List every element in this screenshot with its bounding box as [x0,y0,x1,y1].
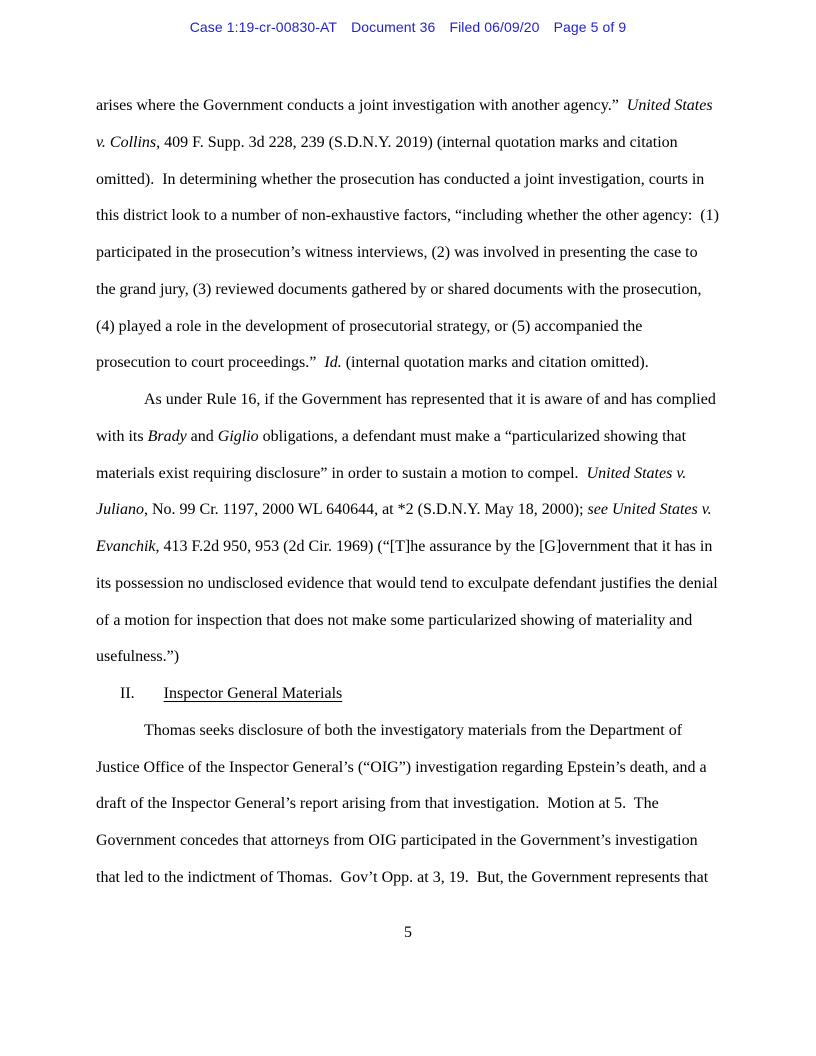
citation-italic-run: Id. [324,354,342,372]
text-line [96,823,722,860]
citation-italic-run: see United States v. [587,501,712,519]
text-line [96,382,722,419]
citation-italic-run: v. Collins [96,133,157,151]
page-number: 5 [404,924,412,941]
stamp-part: Page 5 of 9 [553,19,627,35]
text-line [96,198,722,235]
section-heading [96,676,722,713]
citation-italic-run: Giglio [217,427,259,445]
text-run: its possession no undisclosed evidence that would tend to exculpate defendant justifies the denial [96,574,718,592]
text-line [96,456,722,493]
text-line [96,88,722,125]
text-line [96,860,722,897]
text-run: omitted). In determining whether the prosecution has conducted a joint investigation, courts in [96,170,705,188]
court-header-stamp [0,19,816,35]
text-run: Government concedes that attorneys from OIG participated in the Government’s investigation [96,832,698,849]
text-run: arises where the Government conducts a joint investigation with another agency.” [96,97,627,114]
text-line [96,713,722,750]
text-line [96,309,722,346]
text-run: (internal quotation marks and citation omitted). [341,354,649,372]
text-line [96,345,722,382]
text-run: , 409 F. Supp. 3d 228, 239 (S.D.N.Y. 2019) (internal quotation marks and citation [156,133,678,151]
text-run: prosecution to court proceedings.” [96,354,325,372]
text-run: usefulness.”) [96,648,180,666]
text-line [96,162,722,199]
stamp-part: Document 36 [351,19,436,35]
text-line [96,750,722,787]
text-run: (4) played a role in the development of prosecutorial strategy, or (5) accompanied the [96,317,643,335]
text-line [96,786,722,823]
stamp-part: Filed 06/09/20 [449,19,540,35]
text-run: participated in the prosecution’s witness interviews, (2) was involved in presenting the case to [96,244,698,261]
text-run: II. [120,685,135,702]
text-run: Thomas seeks disclosure of both the investigatory materials from the Department of [144,721,683,739]
text-run: of a motion for inspection that does not make some particularized showing of materiality and [96,611,693,629]
text-run: obligations, a defendant must make a “particularized showing that [258,427,687,445]
text-run: and [186,427,218,445]
stamp-part: Case 1:19-cr-00830-AT [189,19,338,35]
citation-italic-run: United States [626,97,713,114]
text-run: the grand jury, (3) reviewed documents gathered by or shared documents with the prosecution, [96,280,702,298]
citation-italic-run: Juliano [96,501,144,519]
citation-italic-run: Brady [147,427,187,445]
text-run: that led to the indictment of Thomas. Gov’t Opp. at 3, 19. But, the Government represents that [96,868,709,886]
text-run: materials exist requiring disclosure” in order to sustain a motion to compel. [96,464,587,482]
citation-italic-run: United States v. [586,464,687,482]
text-line [96,125,722,162]
text-run: with its [96,427,148,445]
text-line [96,566,722,603]
text-line [96,235,722,272]
heading-text: Inspector General Materials [163,685,343,702]
text-run: this district look to a number of non-exhaustive factors, “including whether the other agency: (1) [96,207,719,225]
text-run: , No. 99 Cr. 1197, 2000 WL 640644, at *2 (S.D.N.Y. May 18, 2000); [144,501,588,519]
text-run: , 413 F.2d 950, 953 (2d Cir. 1969) (“[T]he assurance by the [G]overnment that it has in [155,538,713,555]
text-line [96,603,722,640]
text-line [96,492,722,529]
text-line [96,529,722,566]
document-body [96,88,722,897]
text-run: As under Rule 16, if the Government has represented that it is aware of and has complied [144,391,716,408]
text-line [96,639,722,676]
citation-italic-run: Evanchik [96,538,156,555]
text-run: draft of the Inspector General’s report arising from that investigation. Motion at 5. The [96,795,659,813]
text-line [96,419,722,456]
text-line [96,272,722,309]
text-run: Justice Office of the Inspector General’s (“OIG”) investigation regarding Epstein’s death, and a [96,758,707,776]
